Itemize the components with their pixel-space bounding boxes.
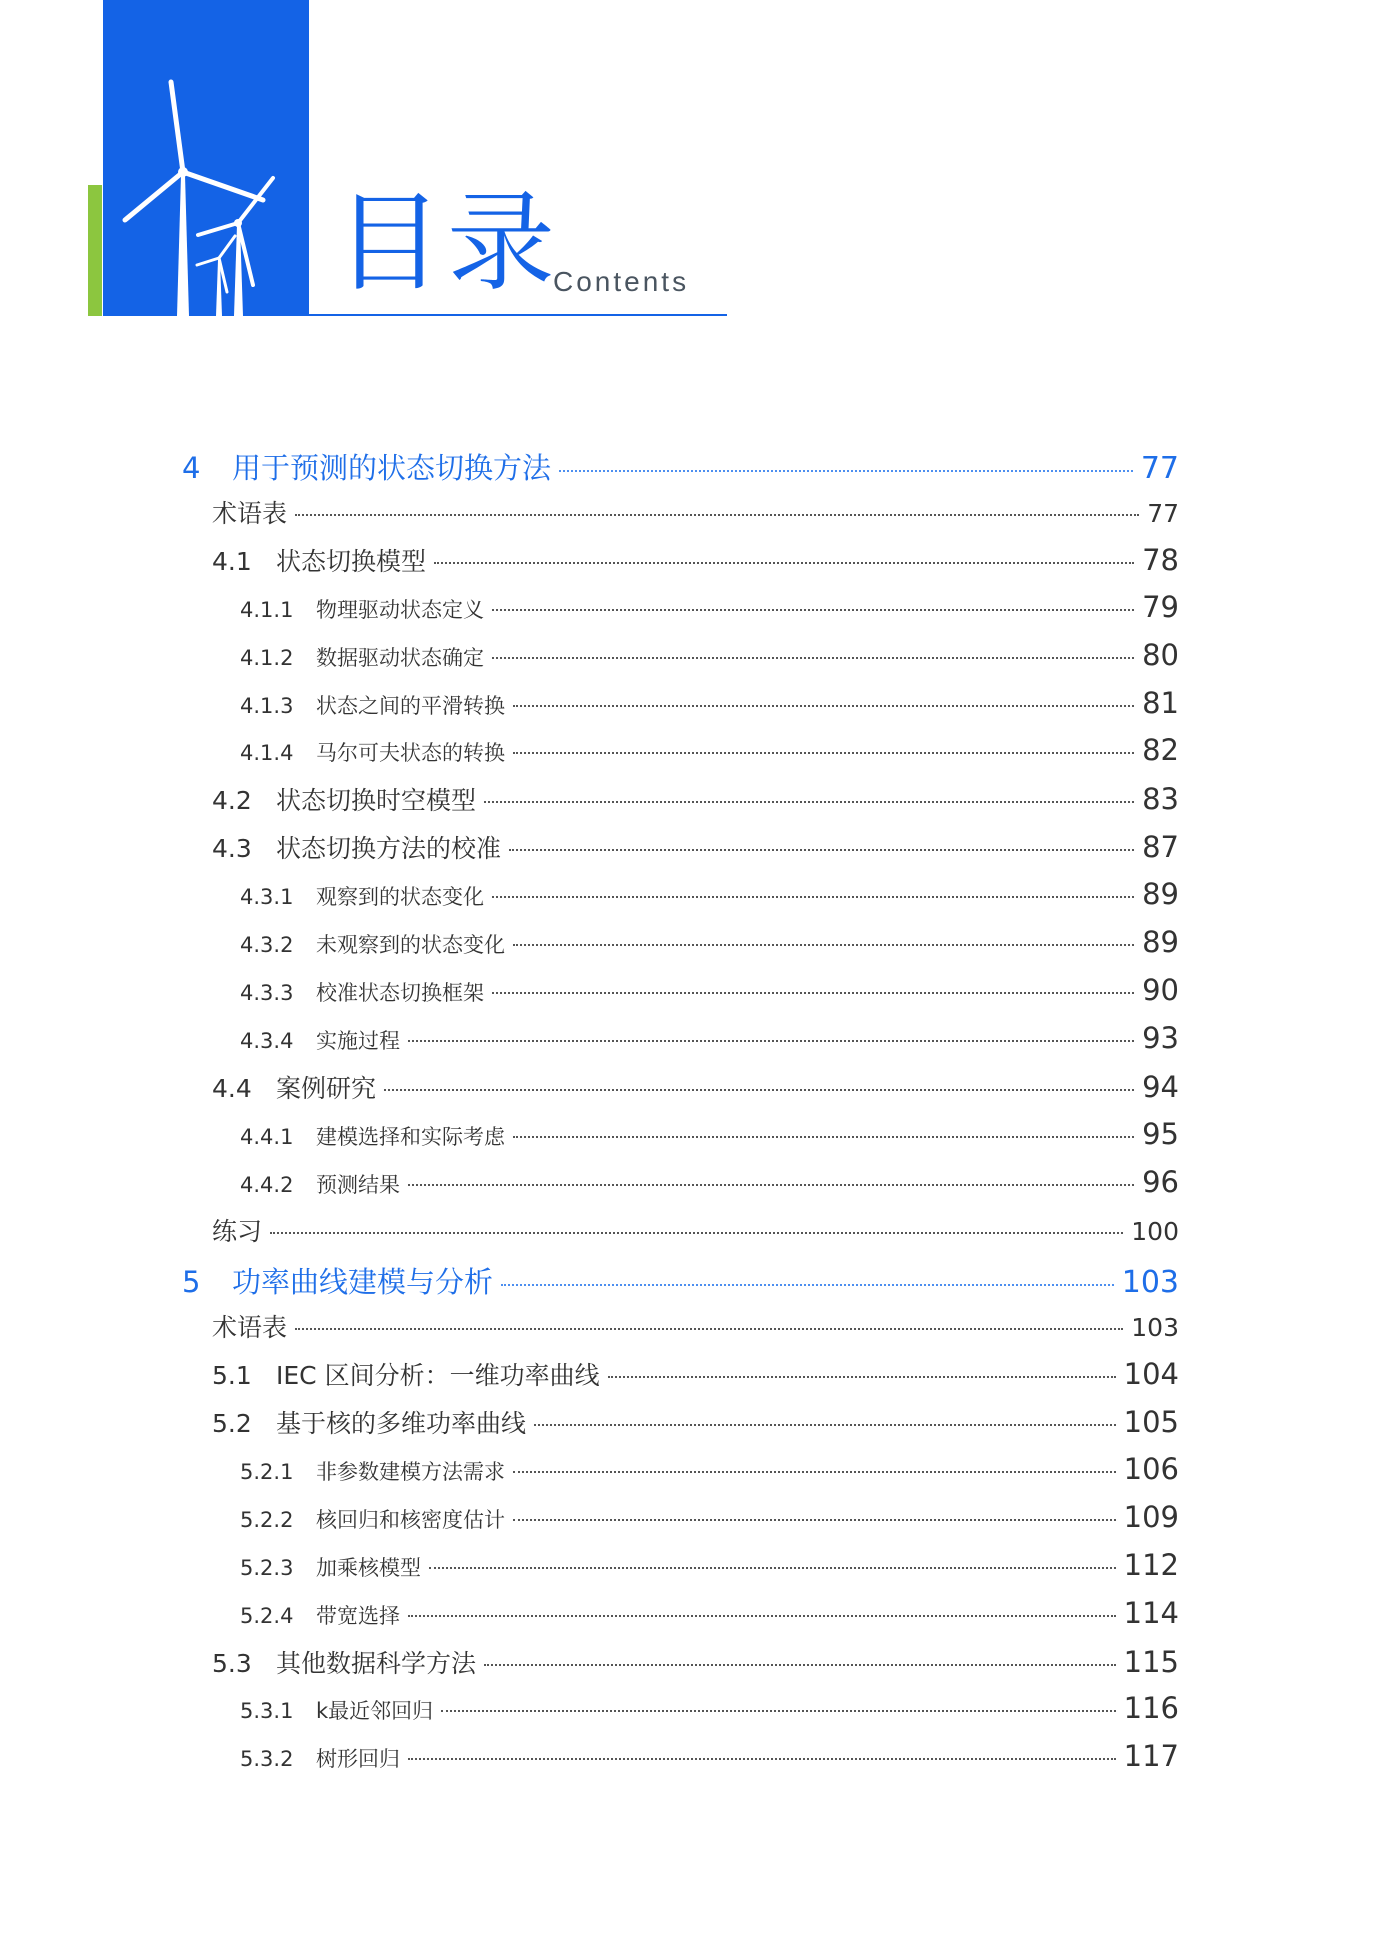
toc-entry-number: 4.1.1 xyxy=(240,597,294,622)
toc-entry-row[interactable] xyxy=(212,1308,1179,1344)
toc-entry-number: 4.3 xyxy=(212,834,252,864)
toc-entry-number: 5.1 xyxy=(212,1361,252,1391)
toc-entry-label: 加乘核模型 xyxy=(316,1555,421,1580)
toc-entry-number: 4.1.3 xyxy=(240,693,294,718)
dot-leader xyxy=(513,1136,1134,1138)
toc-entry-row[interactable] xyxy=(240,590,1179,624)
toc-entry-label: 状态切换模型 xyxy=(276,546,427,576)
toc-page-number: 104 xyxy=(1123,1357,1179,1392)
toc-entry-row[interactable] xyxy=(240,1165,1179,1199)
toc-entry-label: 核回归和核密度估计 xyxy=(316,1507,505,1532)
toc-entry-row[interactable] xyxy=(240,1739,1179,1773)
toc-page-number: 89 xyxy=(1142,877,1179,912)
toc-entry-row[interactable] xyxy=(240,1117,1179,1151)
toc-entry-label: 用于预测的状态切换方法 xyxy=(232,451,552,485)
dot-leader xyxy=(270,1232,1123,1234)
toc-entry-row[interactable] xyxy=(240,733,1179,767)
dot-leader xyxy=(501,1284,1114,1286)
toc-entry-number: 4.3.2 xyxy=(240,933,294,957)
toc-entry-row[interactable] xyxy=(240,973,1179,1007)
toc-entry-row[interactable] xyxy=(240,877,1179,911)
toc-entry-row[interactable] xyxy=(240,1500,1179,1534)
dot-leader xyxy=(559,470,1133,472)
dot-leader xyxy=(429,1567,1116,1569)
toc-page-number: 82 xyxy=(1142,733,1179,768)
dot-leader xyxy=(492,657,1134,659)
toc-entry-row[interactable] xyxy=(212,1069,1179,1105)
dot-leader xyxy=(492,896,1134,898)
page-title: 目录 xyxy=(335,181,560,306)
toc-entry-label: 数据驱动状态确定 xyxy=(316,645,484,670)
toc-entry-number: 4.4 xyxy=(212,1073,252,1103)
toc-entry-number: 5.3.1 xyxy=(240,1699,294,1724)
wind-turbines-icon xyxy=(103,60,309,316)
accent-bar xyxy=(88,185,102,316)
dot-leader xyxy=(384,1089,1134,1091)
toc-entry-number: 4.3.1 xyxy=(240,885,294,910)
toc-entry-number: 4.3.4 xyxy=(240,1028,294,1053)
toc-entry-label: 术语表 xyxy=(212,1313,288,1343)
toc-entry-label: 未观察到的状态变化 xyxy=(316,933,505,957)
toc-entry-label: 基于核的多维功率曲线 xyxy=(276,1409,527,1438)
dot-leader xyxy=(513,1471,1116,1473)
toc-page-number: 77 xyxy=(1147,498,1179,528)
dot-leader xyxy=(434,562,1134,564)
toc-entry-row[interactable] xyxy=(240,686,1179,720)
toc-page-number: 79 xyxy=(1142,589,1179,624)
toc-entry-row[interactable] xyxy=(240,1691,1179,1725)
toc-page-number: 109 xyxy=(1123,1499,1179,1534)
toc-entry-number: 4.4.1 xyxy=(240,1124,294,1149)
toc-entry-row[interactable] xyxy=(212,829,1179,865)
toc-page-number: 115 xyxy=(1123,1644,1179,1679)
toc-entry-label: 其他数据科学方法 xyxy=(276,1648,477,1678)
toc-page-number: 96 xyxy=(1142,1164,1179,1199)
toc-page-number: 89 xyxy=(1142,925,1179,959)
toc-page-number: 116 xyxy=(1123,1691,1179,1726)
dot-leader xyxy=(534,1424,1116,1426)
toc-entry-row[interactable] xyxy=(240,1452,1179,1486)
dot-leader xyxy=(513,752,1134,754)
toc-entry-label: IEC 区间分析：一维功率曲线 xyxy=(276,1361,600,1391)
toc-entry-number: 5.3 xyxy=(212,1648,252,1678)
toc-entry-row[interactable] xyxy=(212,1212,1179,1248)
dot-leader xyxy=(295,1328,1123,1330)
dot-leader xyxy=(484,1664,1116,1666)
dot-leader xyxy=(513,944,1134,946)
toc-page-number: 87 xyxy=(1142,830,1179,865)
toc-entry-label: 物理驱动状态定义 xyxy=(316,597,484,622)
toc-entry-label: 预测结果 xyxy=(316,1172,400,1197)
dot-leader xyxy=(408,1040,1134,1042)
dot-leader xyxy=(513,1519,1116,1521)
dot-leader xyxy=(513,705,1134,707)
dot-leader xyxy=(484,801,1134,803)
dot-leader xyxy=(408,1184,1134,1186)
title-underline xyxy=(309,314,727,316)
toc-page-number: 90 xyxy=(1142,972,1179,1007)
toc-entry-number: 4.3.3 xyxy=(240,980,294,1005)
page-subtitle: Contents xyxy=(553,266,690,297)
toc-entry-label: k最近邻回归 xyxy=(316,1699,434,1724)
toc-entry-number: 4.4.2 xyxy=(240,1172,294,1197)
toc-entry-row[interactable] xyxy=(240,638,1179,672)
toc-entry-number: 4.1 xyxy=(212,546,252,576)
toc-entry-label: 状态之间的平滑转换 xyxy=(316,693,505,718)
toc-entry-label: 状态切换时空模型 xyxy=(276,786,477,816)
toc-entry-number: 5 xyxy=(182,1265,201,1300)
toc-page-number: 103 xyxy=(1121,1265,1179,1301)
toc-entry-number: 4 xyxy=(182,451,201,485)
dot-leader xyxy=(509,849,1134,851)
toc-entry-label: 术语表 xyxy=(212,498,288,528)
toc-entry-label: 功率曲线建模与分析 xyxy=(232,1265,494,1300)
toc-entry-number: 4.1.4 xyxy=(240,741,294,766)
toc-page-number: 112 xyxy=(1123,1547,1179,1582)
toc-entry-row[interactable] xyxy=(240,925,1179,959)
toc-entry-row[interactable] xyxy=(212,542,1179,578)
toc-page-number: 106 xyxy=(1123,1451,1179,1486)
toc-entry-label: 马尔可夫状态的转换 xyxy=(316,741,505,766)
toc-entry-label: 案例研究 xyxy=(276,1073,377,1103)
toc-page-number: 103 xyxy=(1131,1313,1179,1343)
toc-entry-row[interactable] xyxy=(212,1404,1179,1440)
toc-page-number: 93 xyxy=(1142,1020,1179,1055)
toc-entry-label: 观察到的状态变化 xyxy=(316,885,484,910)
toc-page-number: 80 xyxy=(1142,637,1179,672)
toc-page-number: 94 xyxy=(1142,1069,1179,1104)
toc-entry-row[interactable] xyxy=(212,494,1179,530)
toc-page-number: 114 xyxy=(1123,1595,1179,1630)
toc-entry-row[interactable] xyxy=(212,1356,1179,1392)
toc-entry-number: 4.2 xyxy=(212,786,252,816)
toc-entry-label: 建模选择和实际考虑 xyxy=(316,1124,505,1149)
toc-entry-label: 实施过程 xyxy=(316,1028,400,1053)
toc-page-number: 78 xyxy=(1142,542,1179,577)
dot-leader xyxy=(441,1710,1115,1712)
dot-leader xyxy=(408,1615,1116,1617)
toc-entry-number: 5.2.1 xyxy=(240,1459,294,1484)
toc-entry-number: 5.2 xyxy=(212,1409,252,1438)
toc-chapter-row[interactable] xyxy=(182,1260,1179,1301)
toc-page-number: 77 xyxy=(1140,451,1179,486)
toc-entry-row[interactable] xyxy=(212,1644,1179,1680)
toc-entry-row[interactable] xyxy=(240,1548,1179,1582)
toc-entry-row[interactable] xyxy=(240,1021,1179,1055)
toc-entry-number: 5.3.2 xyxy=(240,1747,294,1772)
dot-leader xyxy=(408,1758,1116,1760)
toc-entry-number: 5.2.2 xyxy=(240,1507,294,1532)
toc-entry-label: 带宽选择 xyxy=(316,1603,400,1628)
toc-entry-label: 非参数建模方法需求 xyxy=(316,1459,505,1484)
toc-entry-label: 校准状态切换框架 xyxy=(316,980,484,1005)
toc-entry-number: 4.1.2 xyxy=(240,645,294,670)
toc-entry-number: 5.2.3 xyxy=(240,1555,294,1580)
toc-entry-label: 树形回归 xyxy=(316,1747,400,1772)
toc-page-number: 95 xyxy=(1142,1116,1179,1151)
toc-entry-label: 状态切换方法的校准 xyxy=(276,834,502,864)
toc-page-number: 81 xyxy=(1142,685,1179,720)
dot-leader xyxy=(492,609,1134,611)
toc-page-number: 83 xyxy=(1142,782,1179,817)
toc-chapter-row[interactable] xyxy=(182,446,1179,487)
toc-entry-row[interactable] xyxy=(240,1596,1179,1630)
toc-page-number: 105 xyxy=(1123,1405,1179,1439)
toc-page-number: 117 xyxy=(1123,1739,1179,1774)
toc-page-number: 100 xyxy=(1131,1217,1179,1247)
toc-entry-number: 5.2.4 xyxy=(240,1603,294,1628)
toc-entry-row[interactable] xyxy=(212,781,1179,817)
dot-leader xyxy=(608,1376,1116,1378)
dot-leader xyxy=(492,992,1134,994)
dot-leader xyxy=(295,514,1139,516)
toc-entry-label: 练习 xyxy=(212,1217,263,1247)
